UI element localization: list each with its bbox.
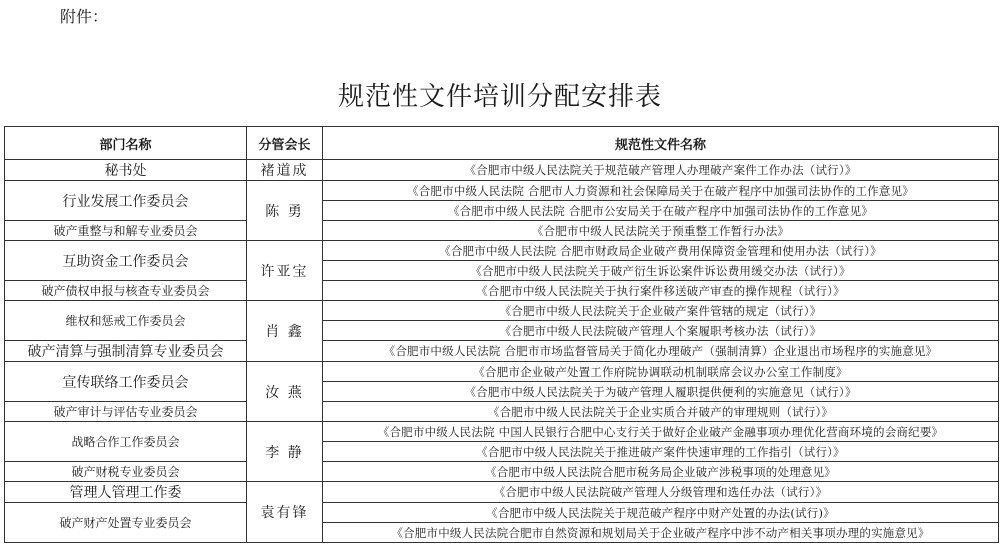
document-cell: 《合肥市企业破产处置工作府院协调联动机制联席会议办公室工作制度》 — [323, 362, 999, 382]
header-department: 部门名称 — [5, 127, 247, 160]
leader-cell: 陈 勇 — [247, 181, 323, 241]
document-cell: 《合肥市中级人民法院 合肥市公安局关于在破产程序中加强司法协作的工作意见》 — [323, 201, 999, 221]
table-row — [5, 503, 999, 523]
document-cell: 《合肥市中级人民法院关于破产衍生诉讼案件诉讼费用缓交办法（试行）》 — [323, 261, 999, 281]
attachment-label: 附件： — [60, 7, 109, 26]
document-cell: 《合肥市中级人民法院关于预重整工作暂行办法》 — [323, 221, 999, 241]
document-cell: 《合肥市中级人民法院 中国人民银行合肥中心支行关于做好企业破产金融事项办理优化营商环境的会商纪要》 — [323, 422, 999, 442]
document-cell: 《合肥市中级人民法院关于为破产管理人履职提供便利的实施意见（试行）》 — [323, 382, 999, 402]
document-cell: 《合肥市中级人民法院关于企业破产案件管辖的规定（试行）》 — [323, 301, 999, 321]
leader-cell: 肖 鑫 — [247, 301, 323, 362]
table-row — [5, 482, 999, 503]
department-cell: 破产重整与和解专业委员会 — [5, 221, 247, 241]
document-cell: 《合肥市中级人民法院关于规范破产管理人办理破产案件工作办法（试行）》 — [323, 160, 999, 181]
department-cell: 破产债权申报与核查专业委员会 — [5, 281, 247, 301]
document-cell: 《合肥市中级人民法院关于执行案件移送破产审查的操作规程（试行）》 — [323, 281, 999, 301]
department-cell: 破产财税专业委员会 — [5, 462, 247, 482]
department-cell: 互助资金工作委员会 — [5, 241, 247, 281]
header-documents: 规范性文件名称 — [323, 127, 999, 160]
table-row — [5, 281, 999, 301]
table-row — [5, 462, 999, 482]
table-row — [5, 181, 999, 201]
document-cell: 《合肥市中级人民法院关于规范破产程序中财产处置的办法(试行)》 — [323, 503, 999, 523]
document-cell: 《合肥市中级人民法院 合肥市市场监督管局关于简化办理破产（强制清算）企业退出市场程序的实施意见》 — [323, 341, 999, 362]
leader-cell: 汝 燕 — [247, 362, 323, 422]
table-row — [5, 221, 999, 241]
department-cell: 管理人管理工作委 — [5, 482, 247, 503]
document-cell: 《合肥市中级人民法院 合肥市人力资源和社会保障局关于在破产程序中加强司法协作的工作意见》 — [323, 181, 999, 201]
department-cell: 破产清算与强制清算专业委员会 — [5, 341, 247, 362]
department-cell: 行业发展工作委员会 — [5, 181, 247, 221]
department-cell: 战略合作工作委员会 — [5, 422, 247, 462]
document-cell: 《合肥市中级人民法院合肥市税务局企业破产涉税事项的处理意见》 — [323, 462, 999, 482]
page-title: 规范性文件培训分配安排表 — [337, 82, 662, 112]
leader-cell: 褚道成 — [247, 160, 323, 181]
document-cell: 《合肥市中级人民法院关于推进破产案件快速审理的工作指引（试行）》 — [323, 442, 999, 462]
department-cell: 维权和惩戒工作委员会 — [5, 301, 247, 341]
document-cell: 《合肥市中级人民法院 合肥市财政局企业破产费用保障资金管理和使用办法（试行）》 — [323, 241, 999, 261]
header-leader: 分管会长 — [247, 127, 323, 160]
table-row — [5, 402, 999, 422]
table-row — [5, 422, 999, 442]
table-row — [5, 341, 999, 362]
department-cell: 宣传联络工作委员会 — [5, 362, 247, 402]
department-cell: 秘书处 — [5, 160, 247, 181]
table-header-row — [5, 127, 999, 160]
table-row — [5, 241, 999, 261]
department-cell: 破产财产处置专业委员会 — [5, 503, 247, 543]
table-row — [5, 301, 999, 321]
document-cell: 《合肥市中级人民法院破产管理人个案履职考核办法（试行）》 — [323, 321, 999, 341]
leader-cell: 许亚宝 — [247, 241, 323, 301]
document-cell: 《合肥市中级人民法院合肥市自然资源和规划局关于企业破产程序中涉不动产相关事项办理的实施意见》 — [323, 523, 999, 543]
table-row — [5, 362, 999, 382]
department-cell: 破产审计与评估专业委员会 — [5, 402, 247, 422]
document-cell: 《合肥市中级人民法院关于企业实质合并破产的审理规则（试行）》 — [323, 402, 999, 422]
schedule-table — [4, 126, 999, 543]
table-row — [5, 160, 999, 181]
document-cell: 《合肥市中级人民法院破产管理人分级管理和选任办法（试行）》 — [323, 482, 999, 503]
leader-cell: 李 静 — [247, 422, 323, 482]
leader-cell: 袁有锋 — [247, 482, 323, 543]
